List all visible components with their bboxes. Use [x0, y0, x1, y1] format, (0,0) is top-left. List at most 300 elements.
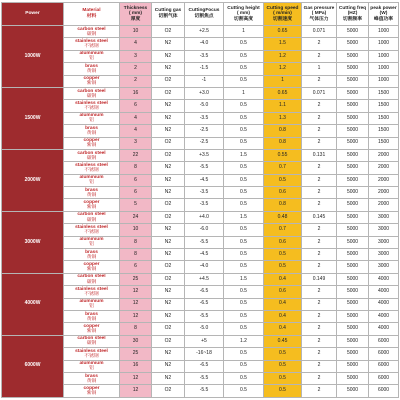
cutting-gas-cell: N2	[152, 51, 185, 63]
cutting-freq-cell: 5000	[337, 51, 369, 63]
cutting-gas-cell: N2	[152, 286, 185, 298]
cutting-speed-cell: 1.2	[264, 63, 302, 75]
cutting-height-cell: 0.5	[224, 63, 264, 75]
thickness-cell: 8	[120, 237, 152, 249]
cutting-speed-cell: 0.5	[264, 348, 302, 360]
material-name-zh: 黄铜	[86, 130, 97, 136]
thickness-cell: 12	[120, 299, 152, 311]
cutting-gas-cell: N2	[152, 361, 185, 373]
material-name-en: carbon steel	[77, 150, 106, 156]
material-name-zh: 黄铜	[86, 192, 97, 198]
cutting-speed-cell: 0.7	[264, 224, 302, 236]
cutting-gas-cell: O2	[152, 199, 185, 211]
thickness-cell: 12	[120, 373, 152, 385]
cutting-freq-cell: 5000	[337, 348, 369, 360]
gas-pressure-cell: 2	[302, 361, 337, 373]
cutting-height-cell: 0.5	[224, 261, 264, 273]
material-name-zh: 铝	[89, 56, 94, 62]
material-name-en: copper	[83, 262, 100, 268]
material-name-en: brass	[85, 249, 98, 255]
thickness-cell: 6	[120, 261, 152, 273]
cutting-gas-cell: O2	[152, 274, 185, 286]
peak-power-cell: 3000	[369, 224, 399, 236]
material-name-zh: 碳钢	[86, 155, 97, 161]
peak-power-cell: 3000	[369, 237, 399, 249]
cutting-speed-cell: 0.65	[264, 26, 302, 38]
cutting-gas-cell: O2	[152, 212, 185, 224]
cutting-focus-cell: -5.0	[185, 100, 224, 112]
thickness-cell: 24	[120, 212, 152, 224]
material-cell	[64, 63, 120, 75]
peak-power-cell: 1000	[369, 26, 399, 38]
cutting-speed-cell: 0.7	[264, 162, 302, 174]
gas-pressure-cell: 2	[302, 113, 337, 125]
cutting-focus-cell: -3.5	[185, 113, 224, 125]
gas-pressure-cell: 2	[302, 51, 337, 63]
cutting-focus-cell: -5.5	[185, 311, 224, 323]
peak-power-cell: 6000	[369, 348, 399, 360]
material-name-en: carbon steel	[77, 336, 106, 342]
cutting-gas-cell: N2	[152, 125, 185, 137]
header-cutting-gas-en: Cutting gas	[154, 8, 182, 14]
material-name-en: stainless steel	[75, 162, 108, 168]
material-cell	[64, 373, 120, 385]
cutting-freq-cell: 5000	[337, 138, 369, 150]
thickness-cell: 3	[120, 51, 152, 63]
gas-pressure-cell: 2	[302, 175, 337, 187]
gas-pressure-cell: 2	[302, 323, 337, 335]
header-gas-pressure-zh: 气体压力	[309, 16, 329, 22]
thickness-cell: 2	[120, 76, 152, 88]
peak-power-cell: 6000	[369, 336, 399, 348]
gas-pressure-cell: 2	[302, 224, 337, 236]
peak-power-cell: 3000	[369, 212, 399, 224]
material-cell	[64, 162, 120, 174]
cutting-focus-cell: -6.5	[185, 299, 224, 311]
cutting-height-cell: 0.5	[224, 361, 264, 373]
cutting-freq-cell: 5000	[337, 336, 369, 348]
cutting-height-cell: 0.5	[224, 162, 264, 174]
material-cell	[64, 336, 120, 348]
cutting-height-cell: 1.2	[224, 336, 264, 348]
material-cell	[64, 323, 120, 335]
cutting-freq-cell: 5000	[337, 249, 369, 261]
cutting-gas-cell: O2	[152, 323, 185, 335]
power-cell: 3000W	[2, 212, 64, 274]
gas-pressure-cell: 1	[302, 63, 337, 75]
material-cell	[64, 286, 120, 298]
cutting-height-cell: 1	[224, 26, 264, 38]
cutting-focus-cell: +4.5	[185, 274, 224, 286]
thickness-cell: 8	[120, 323, 152, 335]
cutting-height-cell: 0.5	[224, 237, 264, 249]
material-name-zh: 不锈钢	[84, 106, 99, 112]
cutting-freq-cell: 5000	[337, 63, 369, 75]
cutting-height-cell: 0.5	[224, 51, 264, 63]
material-name-zh: 紫铜	[86, 329, 97, 335]
cutting-focus-cell: -4.0	[185, 38, 224, 50]
gas-pressure-cell: 2	[302, 385, 337, 397]
thickness-cell: 6	[120, 100, 152, 112]
thickness-cell: 10	[120, 224, 152, 236]
thickness-cell: 6	[120, 187, 152, 199]
gas-pressure-cell: 2	[302, 199, 337, 211]
material-cell	[64, 249, 120, 261]
cutting-focus-cell: -3.5	[185, 51, 224, 63]
material-name-en: carbon steel	[77, 88, 106, 94]
header-cutting-height-unit: ( mm)	[236, 11, 251, 17]
cutting-freq-cell: 5000	[337, 175, 369, 187]
thickness-cell: 12	[120, 385, 152, 397]
cutting-freq-cell: 5000	[337, 150, 369, 162]
header-cutting-freq	[337, 3, 369, 26]
gas-pressure-cell: 0.071	[302, 88, 337, 100]
header-gas-pressure-unit: ( MPa)	[311, 11, 327, 17]
cutting-gas-cell: N2	[152, 348, 185, 360]
cutting-gas-cell: N2	[152, 311, 185, 323]
cutting-speed-cell: 0.4	[264, 274, 302, 286]
peak-power-cell: 3000	[369, 261, 399, 273]
cutting-focus-cell: -5.5	[185, 162, 224, 174]
gas-pressure-cell: 2	[302, 311, 337, 323]
header-thickness-zh: 厚度	[130, 16, 141, 22]
cutting-gas-cell: N2	[152, 224, 185, 236]
cutting-speed-cell: 0.48	[264, 212, 302, 224]
peak-power-cell: 1000	[369, 51, 399, 63]
thickness-cell: 3	[120, 138, 152, 150]
cutting-freq-cell: 5000	[337, 187, 369, 199]
header-cutting-freq-zh: 切割频率	[342, 16, 363, 22]
material-cell	[64, 212, 120, 224]
thickness-cell: 25	[120, 348, 152, 360]
cutting-speed-cell: 1.5	[264, 38, 302, 50]
thickness-cell: 8	[120, 249, 152, 261]
header-cutting-freq-en: Cutting freq	[338, 5, 367, 11]
material-name-en: carbon steel	[77, 212, 106, 218]
cutting-gas-cell: N2	[152, 175, 185, 187]
power-cell: 2000W	[2, 150, 64, 212]
cutting-speed-cell: 0.4	[264, 299, 302, 311]
cutting-focus-cell: -4.5	[185, 249, 224, 261]
peak-power-cell: 2000	[369, 162, 399, 174]
cutting-height-cell: 0.5	[224, 286, 264, 298]
material-name-en: brass	[85, 187, 98, 193]
peak-power-cell: 2000	[369, 175, 399, 187]
material-cell	[64, 348, 120, 360]
peak-power-cell: 1000	[369, 63, 399, 75]
material-name-en: stainless steel	[75, 100, 108, 106]
cutting-gas-cell: O2	[152, 138, 185, 150]
gas-pressure-cell: 2	[302, 348, 337, 360]
power-cell: 6000W	[2, 336, 64, 398]
cutting-speed-cell: 1.1	[264, 100, 302, 112]
header-gas-pressure	[302, 3, 337, 26]
header-cutting-speed-unit: ( m/min)	[273, 11, 292, 17]
peak-power-cell: 1000	[369, 38, 399, 50]
power-cell: 4000W	[2, 274, 64, 336]
thickness-cell: 5	[120, 199, 152, 211]
cutting-speed-cell: 1.2	[264, 51, 302, 63]
cutting-gas-cell: O2	[152, 76, 185, 88]
cutting-gas-cell: N2	[152, 162, 185, 174]
thickness-cell: 16	[120, 88, 152, 100]
header-material	[64, 3, 120, 26]
cutting-freq-cell: 5000	[337, 113, 369, 125]
cutting-height-cell: 0.5	[224, 138, 264, 150]
cutting-height-cell: 0.5	[224, 76, 264, 88]
cutting-height-cell: 0.5	[224, 323, 264, 335]
cutting-speed-cell: 0.4	[264, 323, 302, 335]
cutting-freq-cell: 5000	[337, 237, 369, 249]
header-peak-power-unit: (W)	[379, 11, 388, 17]
cutting-focus-cell: -16~18	[185, 348, 224, 360]
material-cell	[64, 26, 120, 38]
cutting-speed-cell: 0.5	[264, 373, 302, 385]
material-cell	[64, 299, 120, 311]
material-cell	[64, 385, 120, 397]
peak-power-cell: 4000	[369, 286, 399, 298]
material-cell	[64, 100, 120, 112]
cutting-height-cell: 0.5	[224, 348, 264, 360]
material-name-zh: 紫铜	[86, 267, 97, 273]
material-name-zh: 铝	[89, 366, 94, 372]
cutting-gas-cell: N2	[152, 373, 185, 385]
cutting-freq-cell: 5000	[337, 38, 369, 50]
cutting-speed-cell: 0.8	[264, 125, 302, 137]
cutting-focus-cell: -5.0	[185, 323, 224, 335]
peak-power-cell: 3000	[369, 249, 399, 261]
gas-pressure-cell: 2	[302, 162, 337, 174]
gas-pressure-cell: 2	[302, 286, 337, 298]
material-name-zh: 不锈钢	[84, 44, 99, 50]
header-cutting-height-en: Cutting height	[227, 5, 260, 11]
cutting-speed-cell: 0.65	[264, 88, 302, 100]
cutting-focus-cell: -6.5	[185, 286, 224, 298]
material-name-en: brass	[85, 311, 98, 317]
cutting-height-cell: 0.5	[224, 311, 264, 323]
cutting-gas-cell: N2	[152, 187, 185, 199]
material-name-en: copper	[83, 323, 100, 329]
gas-pressure-cell: 2	[302, 38, 337, 50]
cutting-freq-cell: 5000	[337, 125, 369, 137]
cutting-focus-cell: -3.5	[185, 187, 224, 199]
material-name-zh: 不锈钢	[84, 353, 99, 359]
material-name-en: aluminium	[79, 361, 104, 367]
gas-pressure-cell: 2	[302, 237, 337, 249]
material-name-en: copper	[83, 76, 100, 82]
cutting-gas-cell: N2	[152, 299, 185, 311]
cutting-focus-cell: +2.5	[185, 26, 224, 38]
gas-pressure-cell: 2	[302, 336, 337, 348]
cutting-freq-cell: 5000	[337, 100, 369, 112]
thickness-cell: 4	[120, 113, 152, 125]
cutting-gas-cell: N2	[152, 100, 185, 112]
header-cutting-focus-en: CuttingFocus	[188, 8, 220, 14]
material-name-en: carbon steel	[77, 26, 106, 32]
cutting-freq-cell: 5000	[337, 286, 369, 298]
cutting-gas-cell: N2	[152, 237, 185, 249]
thickness-cell: 10	[120, 26, 152, 38]
header-material-en: Material	[82, 8, 101, 14]
material-name-en: copper	[83, 138, 100, 144]
cutting-speed-cell: 0.6	[264, 187, 302, 199]
header-cutting-speed-zh: 切割速度	[272, 16, 293, 22]
material-cell	[64, 125, 120, 137]
material-cell	[64, 88, 120, 100]
cutting-height-cell: 0.5	[224, 38, 264, 50]
material-name-en: aluminium	[79, 175, 104, 181]
peak-power-cell: 1500	[369, 88, 399, 100]
header-cutting-focus-zh: 切割焦点	[194, 14, 214, 19]
cutting-focus-cell: -5.5	[185, 385, 224, 397]
cutting-gas-cell: O2	[152, 385, 185, 397]
material-name-zh: 铝	[89, 180, 94, 186]
gas-pressure-cell: 0.145	[302, 212, 337, 224]
cutting-focus-cell: +4.0	[185, 212, 224, 224]
material-name-zh: 铝	[89, 118, 94, 124]
peak-power-cell: 1500	[369, 125, 399, 137]
material-cell	[64, 237, 120, 249]
thickness-cell: 12	[120, 311, 152, 323]
material-name-en: stainless steel	[75, 224, 108, 230]
material-cell	[64, 76, 120, 88]
cutting-freq-cell: 5000	[337, 88, 369, 100]
power-cell: 1500W	[2, 88, 64, 150]
material-cell	[64, 261, 120, 273]
material-name-en: copper	[83, 200, 100, 206]
cutting-gas-cell: N2	[152, 38, 185, 50]
cutting-focus-cell: -4.0	[185, 261, 224, 273]
cutting-speed-cell: 0.8	[264, 199, 302, 211]
gas-pressure-cell: 0.131	[302, 150, 337, 162]
peak-power-cell: 1500	[369, 138, 399, 150]
cutting-focus-cell: +3.0	[185, 88, 224, 100]
peak-power-cell: 4000	[369, 311, 399, 323]
cutting-gas-cell: O2	[152, 88, 185, 100]
power-cell: 1000W	[2, 26, 64, 88]
peak-power-cell: 6000	[369, 373, 399, 385]
cutting-height-cell: 0.5	[224, 373, 264, 385]
peak-power-cell: 2000	[369, 150, 399, 162]
cutting-speed-cell: 1.3	[264, 113, 302, 125]
cutting-freq-cell: 5000	[337, 224, 369, 236]
gas-pressure-cell: 0.149	[302, 274, 337, 286]
cutting-speed-cell: 1	[264, 76, 302, 88]
peak-power-cell: 6000	[369, 385, 399, 397]
material-cell	[64, 138, 120, 150]
cutting-height-cell: 0.5	[224, 385, 264, 397]
cutting-focus-cell: +3.5	[185, 150, 224, 162]
thickness-cell: 30	[120, 336, 152, 348]
cutting-height-cell: 0.5	[224, 249, 264, 261]
cutting-focus-cell: -1	[185, 76, 224, 88]
cutting-height-cell: 1.5	[224, 274, 264, 286]
peak-power-cell: 4000	[369, 299, 399, 311]
cutting-height-cell: 0.5	[224, 175, 264, 187]
header-cutting-gas	[152, 3, 185, 26]
material-cell	[64, 199, 120, 211]
cutting-focus-cell: -1.5	[185, 63, 224, 75]
cutting-gas-cell: N2	[152, 113, 185, 125]
peak-power-cell: 6000	[369, 361, 399, 373]
material-name-en: brass	[85, 63, 98, 69]
material-cell	[64, 175, 120, 187]
cutting-freq-cell: 5000	[337, 261, 369, 273]
gas-pressure-cell: 2	[302, 125, 337, 137]
peak-power-cell: 4000	[369, 274, 399, 286]
material-name-zh: 黄铜	[86, 254, 97, 260]
thickness-cell: 25	[120, 274, 152, 286]
cutting-freq-cell: 5000	[337, 299, 369, 311]
peak-power-cell: 4000	[369, 323, 399, 335]
cutting-freq-cell: 5000	[337, 212, 369, 224]
header-power	[2, 3, 64, 26]
cutting-speed-cell: 0.5	[264, 175, 302, 187]
material-cell	[64, 187, 120, 199]
cutting-gas-cell: O2	[152, 261, 185, 273]
header-gas-pressure-en: Gas pressure	[303, 5, 335, 11]
header-cutting-gas-zh: 切割气体	[158, 14, 178, 19]
cutting-gas-cell: O2	[152, 150, 185, 162]
cutting-focus-cell: +5	[185, 336, 224, 348]
cutting-parameter-table	[1, 2, 399, 398]
peak-power-cell: 1500	[369, 113, 399, 125]
material-name-en: carbon steel	[77, 274, 106, 280]
cutting-freq-cell: 5000	[337, 373, 369, 385]
cutting-focus-cell: -5.5	[185, 373, 224, 385]
material-cell	[64, 113, 120, 125]
header-thickness	[120, 3, 152, 26]
cutting-focus-cell: -6.0	[185, 224, 224, 236]
header-power-label: Power	[25, 11, 40, 17]
material-cell	[64, 311, 120, 323]
cutting-speed-cell: 0.55	[264, 150, 302, 162]
cutting-speed-cell: 0.5	[264, 261, 302, 273]
cutting-freq-cell: 5000	[337, 361, 369, 373]
cutting-speed-cell: 0.8	[264, 138, 302, 150]
material-cell	[64, 38, 120, 50]
cutting-focus-cell: -3.5	[185, 199, 224, 211]
material-cell	[64, 150, 120, 162]
material-name-zh: 铝	[89, 304, 94, 310]
header-peak-power-en: peak power	[370, 5, 397, 11]
gas-pressure-cell: 2	[302, 138, 337, 150]
cutting-focus-cell: -4.5	[185, 175, 224, 187]
thickness-cell: 4	[120, 38, 152, 50]
header-peak-power	[369, 3, 399, 26]
material-name-en: aluminium	[79, 237, 104, 243]
cutting-freq-cell: 5000	[337, 274, 369, 286]
cutting-speed-cell: 0.4	[264, 311, 302, 323]
header-cutting-speed-en: Cutting speed	[266, 5, 299, 11]
material-name-en: stainless steel	[75, 348, 108, 354]
material-name-en: brass	[85, 125, 98, 131]
cutting-freq-cell: 5000	[337, 76, 369, 88]
material-cell	[64, 224, 120, 236]
cutting-speed-cell: 0.6	[264, 286, 302, 298]
gas-pressure-cell: 2	[302, 187, 337, 199]
cutting-freq-cell: 5000	[337, 323, 369, 335]
cutting-height-cell: 0.5	[224, 125, 264, 137]
thickness-cell: 2	[120, 63, 152, 75]
peak-power-cell: 1000	[369, 76, 399, 88]
material-name-zh: 碳钢	[86, 217, 97, 223]
thickness-cell: 6	[120, 175, 152, 187]
header-cutting-height	[224, 3, 264, 26]
cutting-freq-cell: 5000	[337, 26, 369, 38]
header-peak-power-zh: 峰值功率	[373, 16, 394, 22]
thickness-cell: 22	[120, 150, 152, 162]
